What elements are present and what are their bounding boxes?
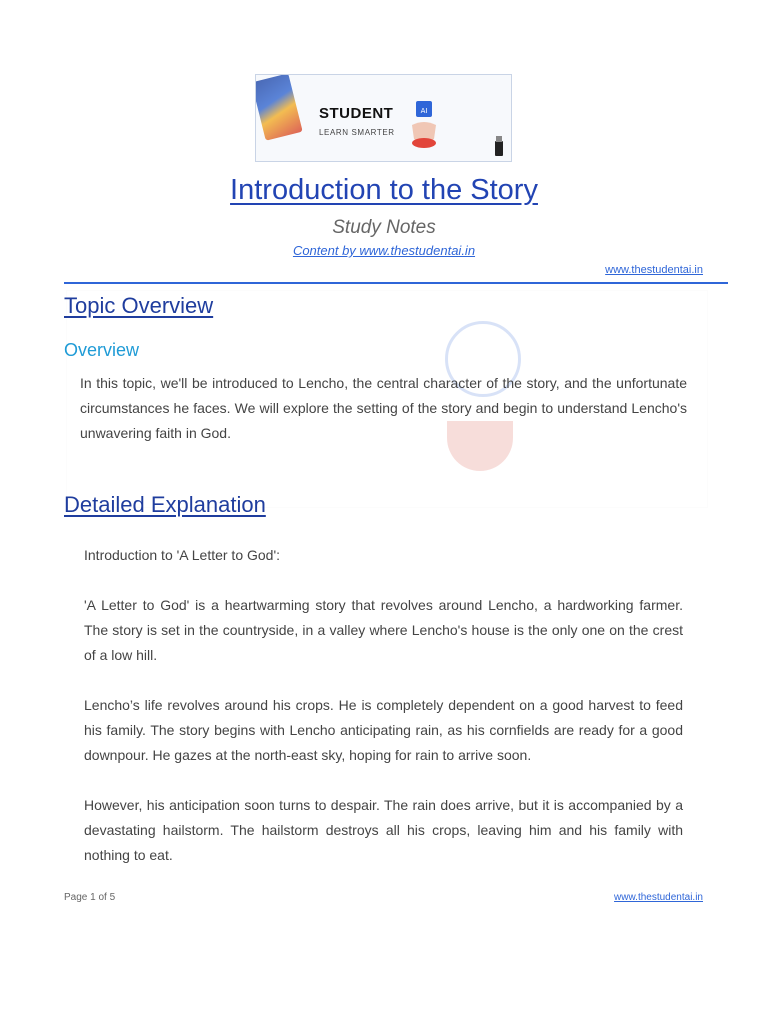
logo-banner	[255, 74, 512, 162]
explanation-paragraph-2: 'A Letter to God' is a heartwarming story that revolves around Lencho, a hardworking farmer. The story is set in the countryside, in a valley where Lencho's house is the only one on the crest of a low hill.	[84, 597, 683, 663]
usb-drive-icon	[491, 135, 507, 157]
books-illustration	[255, 74, 303, 141]
explanation-paragraph-1: Introduction to 'A Letter to God':	[84, 547, 281, 563]
explanation-paragraph-3: Lencho’s life revolves around his crops. He is completely dependent on a good harvest to feed his family. The story begins with Lencho anticipating rain, as his cornfields are ready for a good downpour. He gazes at the north-east sky, hoping for rain to arrive soon.	[84, 697, 683, 763]
detailed-explanation-heading: Detailed Explanation	[64, 492, 266, 517]
page-title: Introduction to the Story	[230, 174, 538, 206]
site-link-top[interactable]: www.thestudentai.in	[605, 264, 703, 276]
overview-subheading: Overview	[64, 340, 140, 360]
overview-text: In this topic, we'll be introduced to Lencho, the central character of the story, and the unfortunate circumstances he faces. We will explore the setting of the story and begin to understand Lencho's unwavering faith in God.	[80, 375, 687, 441]
logo-brand: STUDENT	[319, 105, 394, 122]
site-link-footer[interactable]: www.thestudentai.in	[614, 892, 703, 903]
page-subtitle: Study Notes	[332, 217, 436, 238]
header-divider	[64, 282, 728, 284]
content-by-link[interactable]: Content by www.thestudentai.in	[292, 243, 476, 258]
ai-hand-icon	[406, 99, 442, 149]
topic-overview-heading: Topic Overview	[64, 293, 214, 318]
ai-chip-label: AI	[420, 107, 428, 115]
logo-tagline: LEARN SMARTER	[319, 128, 395, 137]
page-number: Page 1 of 5	[64, 892, 116, 903]
explanation-paragraph-4: However, his anticipation soon turns to despair. The rain does arrive, but it is accompanied by a devastating hailstorm. The hailstorm destroys all his crops, leaving him and his family with nothing to eat.	[84, 797, 683, 863]
